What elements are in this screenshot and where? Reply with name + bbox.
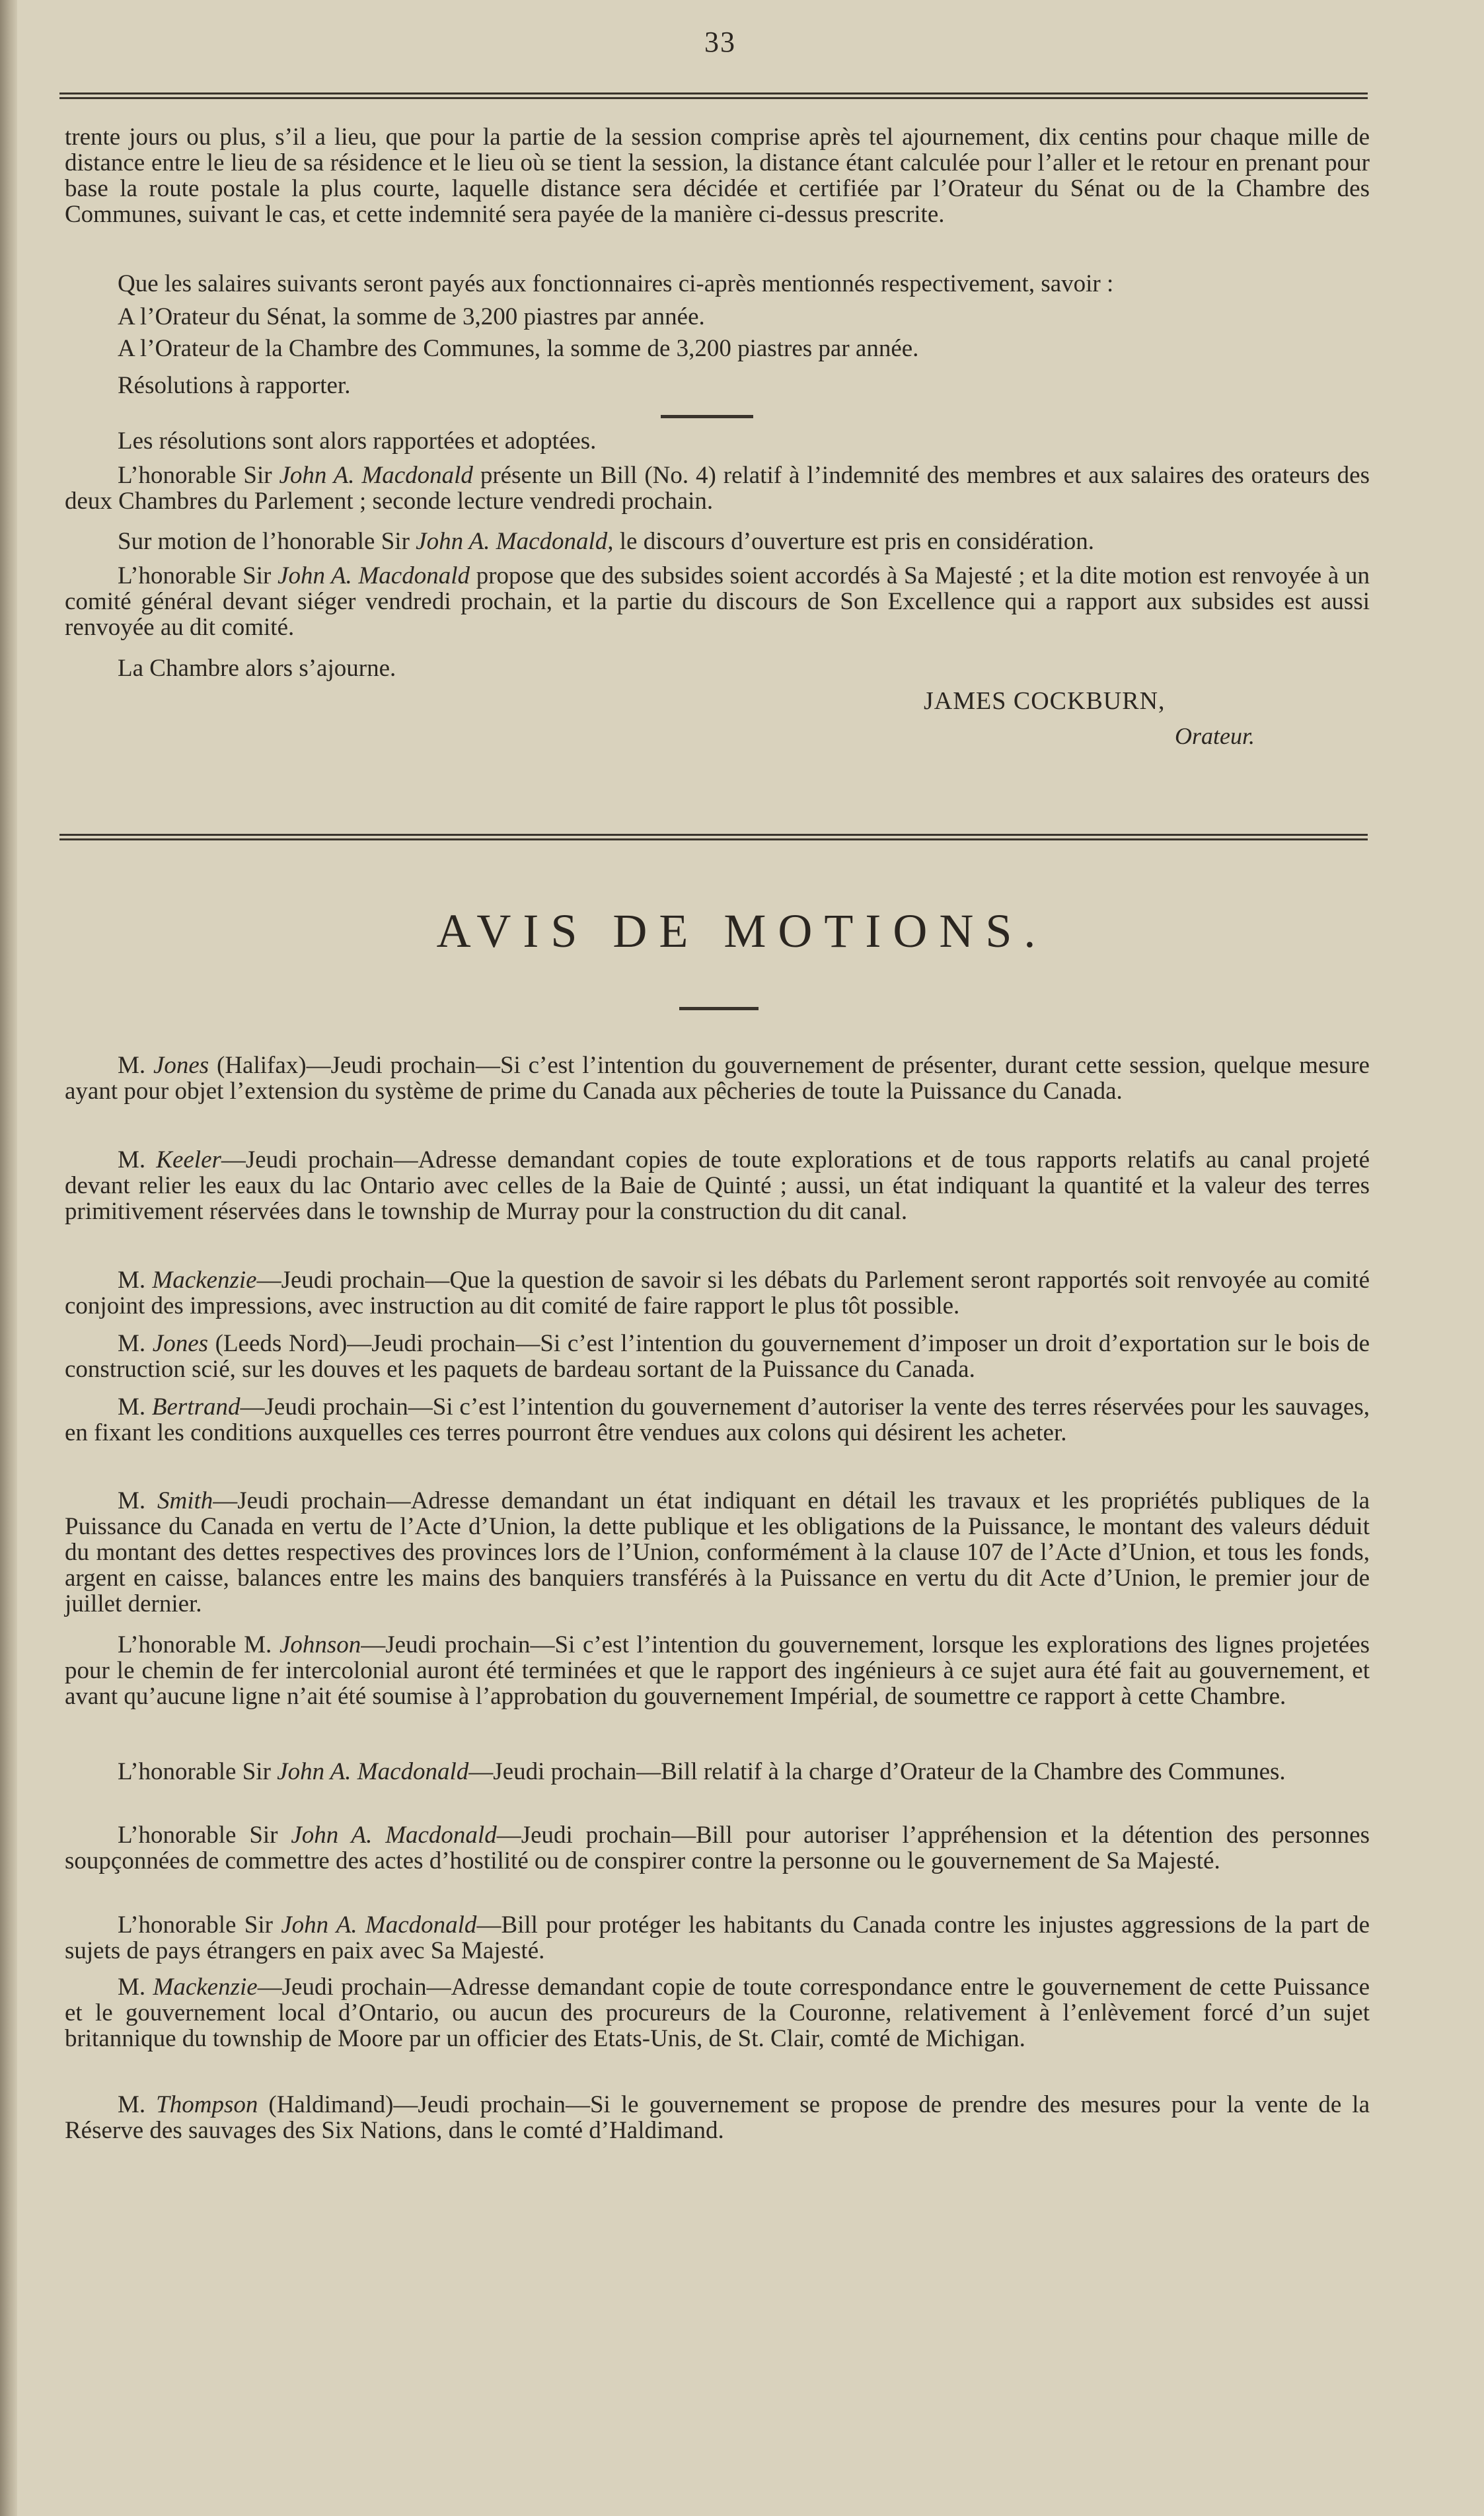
motion-item: M. Bertrand—Jeudi prochain—Si c’est l’intention du gouvernement d’autoriser la vente des terres réservées pour les sauvages, en fixant les conditions auxquelles ces terres pourront être vendues aux colons qui désirent les acheter. [65,1393,1370,1446]
motion-item: L’honorable M. Johnson—Jeudi prochain—Si c’est l’intention du gouvernement, lorsque les explorations des lignes projetées pour le chemin de fer intercolonial auront été terminées et que le rapport des ingénieurs à ce sujet aura été fait au gouvernement, et avant qu’aucune ligne n’ait été soumise à l’approbation du gouvernement Impérial, de soumettre ce rapport à cette Chambre. [65,1631,1370,1710]
member-name: Keeler [156,1146,221,1173]
motion-item: L’honorable Sir John A. Macdonald—Bill pour protéger les habitants du Canada contre les injustes aggressions de la part de sujets de pays étrangers en paix avec Sa Majesté. [65,1911,1370,1964]
bill-no-4-paragraph: L’honorable Sir John A. Macdonald présente un Bill (No. 4) relatif à l’indemnité des membres et aux salaires des orateurs des deux Chambres du Parlement ; seconde lecture vendredi prochain. [65,462,1370,515]
member-name: Mackenzie [152,1267,257,1294]
motion-item: M. Mackenzie—Jeudi prochain—Adresse demandant copie de toute correspondance entre le gouvernement de cette Puissance et le gouvernement local d’Ontario, ou aucun des procureurs de la Couronne, relativement à l’enlèvement forcé d’un sujet britannique du township de Moore par un officier des Etats-Unis, de St. Clair, comté de Michigan. [65,1974,1370,2052]
motion-item: M. Keeler—Jeudi prochain—Adresse demandant copies de toute explorations et de tous rapports relatifs au canal projeté devant relier les eaux du lac Ontario avec celles de la Baie de Quinté ; aussi, un état indiquant la quantité et la valeur des terres primitivement réservées dans le township de Murray pour la construction du dit canal. [65,1146,1370,1225]
member-name: John A. Macdonald, [416,528,614,555]
speaker-signature-name: JAMES COCKBURN, [924,687,1166,715]
member-name: Jones [152,1330,209,1357]
salaries-paragraph: Que les salaires suivants seront payés aux fonctionnaires ci-après mentionnés respectivement, savoir : [118,270,1114,297]
page-number: 33 [704,26,736,58]
commons-speaker-salary: A l’Orateur de la Chambre des Communes, la somme de 3,200 piastres par année. [118,335,919,362]
speaker-signature-title: Orateur. [1175,723,1255,749]
member-name: Thompson [156,2091,258,2118]
heading-divider [679,1007,759,1010]
supply-motion-paragraph: L’honorable Sir John A. Macdonald propose que des subsides soient accordés à Sa Majesté ; et la dite motion est renvoyée à un comité général devant siéger vendredi prochain, et la partie du discours de Son Excellence qui a rapport aux subsides est aussi renvoyée au dit comité. [65,562,1370,641]
resolutions-adopted: Les résolutions sont alors rapportées et adoptées. [118,427,597,455]
member-name: John A. Macdonald [277,1758,469,1785]
resolutions-to-report: Résolutions à rapporter. [118,372,351,399]
member-name: Smith [157,1487,213,1514]
short-divider [661,415,753,418]
motion-item: M. Jones (Leeds Nord)—Jeudi prochain—Si c’est l’intention du gouvernement d’imposer un droit d’exportation sur le bois de construction scié, sur les douves et les paquets de bardeau sortant de la Puissance du Canada. [65,1330,1370,1383]
motion-item: M. Mackenzie—Jeudi prochain—Que la question de savoir si les débats du Parlement seront rapportés soit renvoyée au comité conjoint des impressions, avec instruction au dit comité de faire rapport le plus tôt possible. [65,1267,1370,1319]
member-name: John A. Macdonald [278,562,470,589]
motion-item: L’honorable Sir John A. Macdonald—Jeudi prochain—Bill relatif à la charge d’Orateur de la Chambre des Communes. [118,1758,1286,1785]
member-name: Jones [153,1052,209,1079]
book-spine-edge [0,0,17,2516]
member-name: Mackenzie [153,1974,258,2001]
section-rule [59,834,1368,840]
section-heading: AVIS DE MOTIONS. [436,905,1048,957]
motion-item: M. Smith—Jeudi prochain—Adresse demandant un état indiquant en détail les travaux et les propriétés publiques de la Puissance du Canada en vertu de l’Acte d’Union, la dette publique et les obligations de la Puissance, le montant des valeurs déduit du montant des dettes respectives des provinces lors de l’Union, conformément à la clause 107 de l’Acte d’Union, et tous les fonds, argent en caisse, balances entre les mains des banquiers transférés à la Puissance en vertu du dit Acte d’Union, le premier jour de juillet dernier. [65,1487,1370,1617]
continuation-paragraph: trente jours ou plus, s’il a lieu, que pour la partie de la session comprise après tel ajournement, dix centins pour chaque mille de distance entre le lieu de sa résidence et le lieu où se tient la session, la distance étant calculée pour l’aller et le retour en prenant pour base la route postale la plus courte, laquelle distance sera décidée et certifiée par l’Orateur du Sénat ou de la Chambre des Communes, suivant le cas, et cette indemnité sera payée de la manière ci-dessus prescrite. [65,124,1370,228]
member-name: John A. Macdonald [279,462,473,489]
opening-speech-paragraph: Sur motion de l’honorable Sir John A. Macdonald, le discours d’ouverture est pris en considération. [118,528,1094,555]
senate-speaker-salary: A l’Orateur du Sénat, la somme de 3,200 piastres par année. [118,303,705,330]
member-name: Bertrand [151,1393,241,1421]
motion-item: L’honorable Sir John A. Macdonald—Jeudi prochain—Bill pour autoriser l’appréhension et la détention des personnes soupçonnées de commettre des actes d’hostilité ou de conspirer contre la personne ou le gouvernement de Sa Majesté. [65,1822,1370,1874]
motion-item: M. Jones (Halifax)—Jeudi prochain—Si c’est l’intention du gouvernement de présenter, durant cette session, quelque mesure ayant pour objet l’extension du système de prime du Canada aux pêcheries de toute la Puissance du Canada. [65,1052,1370,1105]
adjournment-line: La Chambre alors s’ajourne. [118,655,396,682]
member-name: John A. Macdonald [291,1822,497,1849]
member-name: Johnson [279,1631,361,1658]
top-rule [59,92,1368,99]
motion-item: M. Thompson (Haldimand)—Jeudi prochain—Si le gouvernement se propose de prendre des mesures pour la vente de la Réserve des sauvages des Six Nations, dans le comté d’Haldimand. [65,2091,1370,2144]
member-name: John A. Macdonald [281,1911,477,1939]
